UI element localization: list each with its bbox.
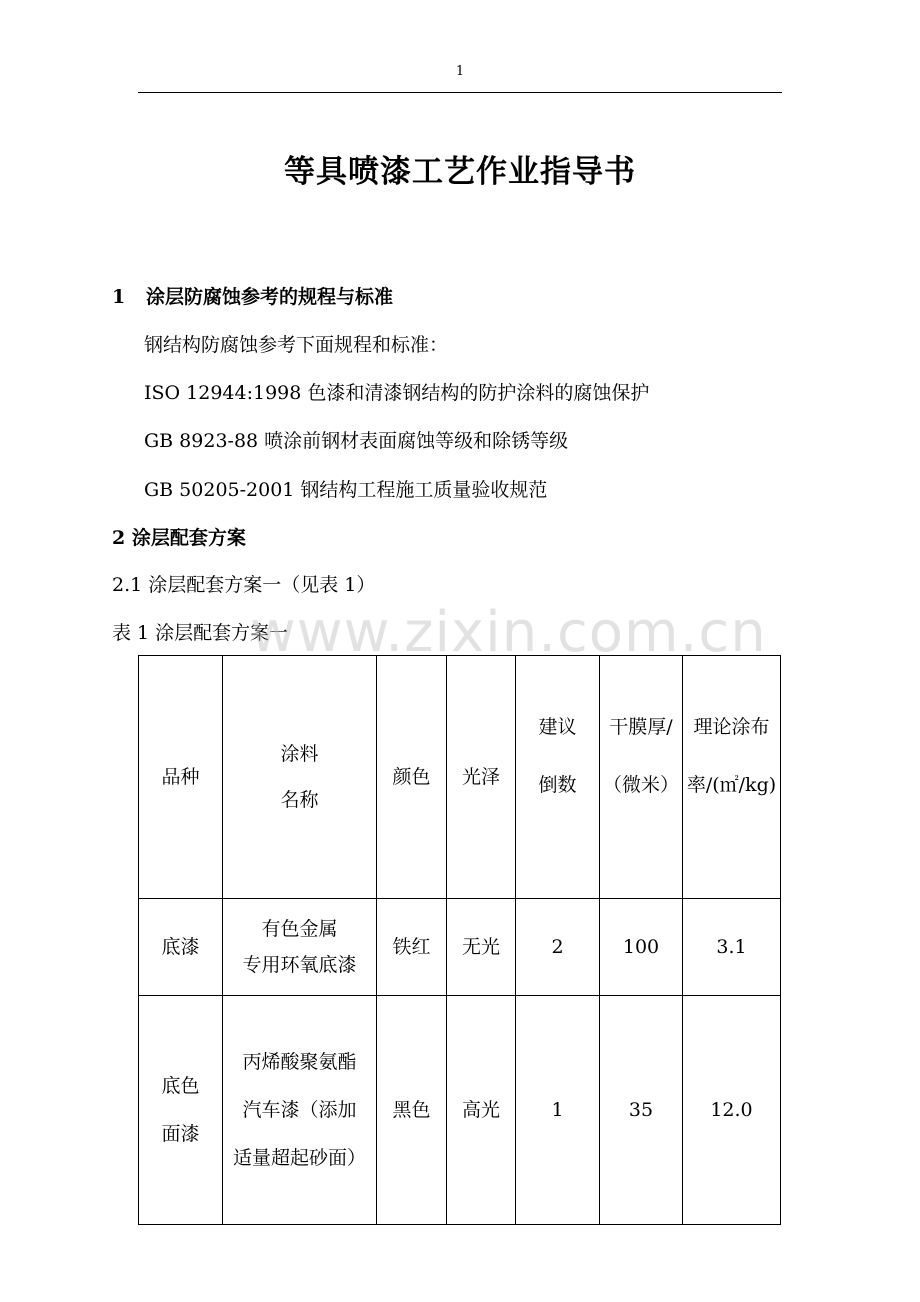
header-gloss: 光泽 xyxy=(447,656,516,899)
cell-coating-name: 丙烯酸聚氨酯 汽车漆（添加 适量超起砂面） xyxy=(223,996,377,1225)
coating-scheme-table xyxy=(138,655,781,1225)
section-1-title: 涂层防腐蚀参考的规程与标准 xyxy=(146,286,394,308)
cell-thickness: 100 xyxy=(600,899,683,996)
cell-variety: 底漆 xyxy=(139,899,223,996)
cell-variety: 底色 面漆 xyxy=(139,996,223,1225)
header-variety: 品种 xyxy=(139,656,223,899)
cell-thickness: 35 xyxy=(600,996,683,1225)
table-header-row xyxy=(139,656,781,899)
cell-coating-name: 有色金属 专用环氧底漆 xyxy=(223,899,377,996)
cell-gloss: 高光 xyxy=(447,996,516,1225)
page-number: 1 xyxy=(455,64,465,79)
header-color: 颜色 xyxy=(377,656,447,899)
table-row xyxy=(139,899,781,996)
standard-gb-50205: GB 50205-2001 钢结构工程施工质量验收规范 xyxy=(144,479,548,501)
header-coats: 建议 倒数 xyxy=(516,656,600,899)
cell-color: 铁红 xyxy=(377,899,447,996)
cell-gloss: 无光 xyxy=(447,899,516,996)
header-thickness: 干膜厚/ （微米） xyxy=(600,656,683,899)
cell-coats: 1 xyxy=(516,996,600,1225)
header-coating-name: 涂料 名称 xyxy=(223,656,377,899)
document-title: 等具喷漆工艺作业指导书 xyxy=(284,154,636,190)
watermark: www.zixin.com.cn xyxy=(250,600,767,665)
standard-iso-12944: ISO 12944:1998 色漆和清漆钢结构的防护涂料的腐蚀保护 xyxy=(144,382,650,404)
table-row xyxy=(139,996,781,1225)
header-coverage: 理论涂布 率/(㎡/kg) xyxy=(683,656,781,899)
section-2-1-heading: 2.1 涂层配套方案一（见表 1） xyxy=(112,574,376,596)
cell-coats: 2 xyxy=(516,899,600,996)
section-2-heading: 2 涂层配套方案 xyxy=(112,527,246,549)
cell-color: 黑色 xyxy=(377,996,447,1225)
table-caption: 表 1 涂层配套方案一 xyxy=(112,622,289,644)
section-1-heading xyxy=(112,282,393,309)
header-rule xyxy=(138,92,782,93)
cell-coverage: 12.0 xyxy=(683,996,781,1225)
standard-gb-8923: GB 8923-88 喷涂前钢材表面腐蚀等级和除锈等级 xyxy=(144,430,569,452)
section-1-number: 1 xyxy=(112,286,126,308)
standards-intro: 钢结构防腐蚀参考下面规程和标准： xyxy=(144,334,449,356)
cell-coverage: 3.1 xyxy=(683,899,781,996)
